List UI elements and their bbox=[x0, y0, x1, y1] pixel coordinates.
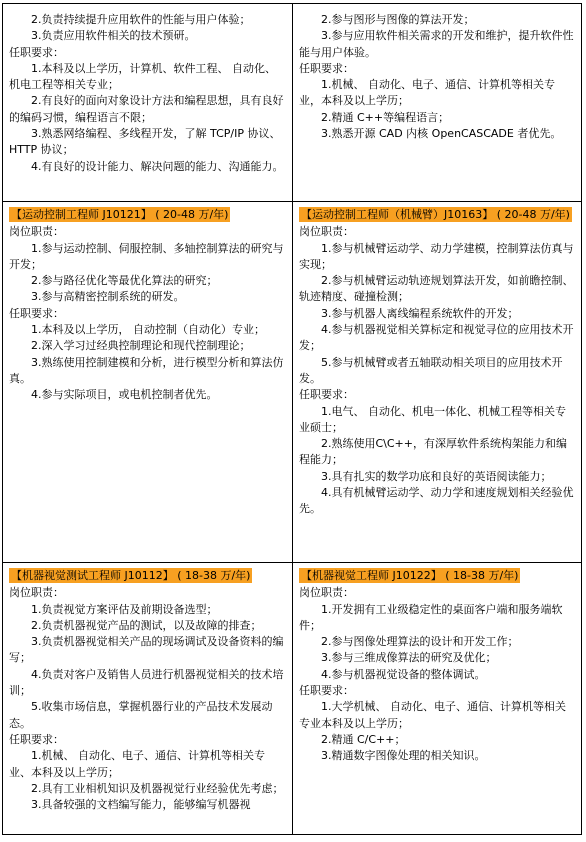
section-heading: 任职要求： bbox=[299, 388, 354, 402]
list-item: 5.收集市场信息，掌握机器行业的产品技术发展动态。 bbox=[9, 700, 273, 730]
section-heading: 岗位职责： bbox=[299, 225, 354, 239]
list-item: 3.具备较强的文档编写能力，能够编写机器视 bbox=[31, 798, 251, 812]
list-item: 4.具有机械臂运动学、动力学和速度规划相关经验优先。 bbox=[299, 486, 574, 516]
section-heading: 岗位职责： bbox=[299, 586, 354, 600]
list-item: 4.参与机器视觉设备的整体调试。 bbox=[321, 667, 486, 681]
list-item: 4.参与机器视觉相关算标定和视觉寻位的应用技术开发； bbox=[299, 323, 574, 353]
list-item: 2.熟练使用C\C++，有深厚软件系统构架能力和编程能力； bbox=[299, 437, 567, 467]
job-title-highlight: 【运动控制工程师（机械臂）J10163】 ( 20-48 万/年) bbox=[301, 208, 570, 221]
list-item: 2.深入学习过经典控制理论和现代控制理论； bbox=[31, 339, 251, 353]
job-title bbox=[299, 207, 576, 223]
cell-bottom-right bbox=[293, 564, 582, 834]
job-title bbox=[299, 568, 576, 584]
list-item: 4.负责对客户及销售人员进行机器视觉相关的技术培训； bbox=[9, 667, 284, 698]
list-item: 3.参与高精密控制系统的研发。 bbox=[31, 290, 185, 304]
list-item: 4.有良好的设计能力、解决问题的能力、沟通能力。 bbox=[31, 159, 284, 173]
list-item: 2.精通 C/C++； bbox=[321, 732, 406, 746]
job-title bbox=[9, 207, 286, 223]
list-item: 2.参与机械臂运动轨迹规划算法开发，如前瞻控制、轨迹精度、碰撞检测； bbox=[299, 274, 574, 304]
list-item: 1.参与机械臂运动学、动力学建模，控制算法仿真与实现； bbox=[299, 241, 574, 271]
list-item: 3.精通数字图像处理的相关知识。 bbox=[321, 749, 486, 763]
job-title-highlight: 【机器视觉测试工程师 J10112】 ( 18-38 万/年) bbox=[11, 569, 251, 582]
cell-bottom-left bbox=[3, 564, 292, 834]
list-item: 3.具有扎实的数学功底和良好的英语阅读能力； bbox=[321, 469, 552, 483]
list-item: 2.负责机器视觉产品的测试，以及故障的排查； bbox=[31, 618, 262, 632]
list-item: 1.本科及以上学历， 自动控制（自动化）专业； bbox=[31, 323, 265, 337]
job-title-highlight: 【运动控制工程师 J10121】 ( 20-48 万/年) bbox=[11, 208, 229, 221]
list-item: 3.熟练使用控制建模和分析，进行模型分析和算法仿真。 bbox=[9, 355, 284, 385]
job-title-highlight: 【机器视觉工程师 J10122】 ( 18-38 万/年) bbox=[301, 569, 519, 582]
cell-top-left bbox=[3, 12, 292, 201]
list-item: 1.电气、 自动化、机电一体化、机械工程等相关专业硕士； bbox=[299, 404, 566, 434]
list-item: 3.参与应用软件相关需求的开发和维护，提升软件性能与用户体验。 bbox=[299, 29, 574, 59]
list-item: 5.参与机械臂或者五轴联动相关项目的应用技术开发。 bbox=[299, 355, 563, 385]
section-heading: 任职要求： bbox=[9, 45, 64, 59]
list-item: 3.负责应用软件相关的技术预研。 bbox=[31, 29, 196, 43]
list-item: 2.具有工业相机知识及机器视觉行业经验优先考虑； bbox=[31, 781, 284, 795]
section-heading: 任职要求： bbox=[299, 684, 354, 698]
list-item: 2.负责持续提升应用软件的性能与用户体验； bbox=[31, 13, 251, 26]
list-item: 1.机械、 自动化、电子、通信、计算机等相关专业，本科及以上学历； bbox=[299, 78, 555, 108]
list-item: 2.参与图像处理算法的设计和开发工作； bbox=[321, 635, 519, 649]
list-item: 2.参与图形与图像的算法开发； bbox=[321, 13, 475, 26]
list-item: 1.开发拥有工业级稳定性的桌面客户端和服务端软件； bbox=[299, 602, 563, 632]
list-item: 1.负责视觉方案评估及前期设备选型； bbox=[31, 602, 218, 616]
section-heading: 任职要求： bbox=[9, 306, 64, 320]
list-item: 1.参与运动控制、伺服控制、多轴控制算法的研究与开发； bbox=[9, 241, 284, 271]
section-heading: 岗位职责： bbox=[9, 225, 64, 239]
list-item: 3.参与三维成像算法的研究及优化； bbox=[321, 651, 497, 665]
list-item: 1.机械、 自动化、电子、通信、计算机等相关专业、本科及以上学历； bbox=[9, 749, 265, 779]
cell-mid-left bbox=[3, 203, 292, 561]
row-divider-2 bbox=[2, 562, 582, 563]
list-item: 3.熟悉网络编程、多线程开发，了解 TCP/IP 协议、HTTP 协议； bbox=[9, 127, 281, 157]
section-heading: 岗位职责： bbox=[9, 586, 64, 600]
list-item: 2.有良好的面向对象设计方法和编程思想，具有良好的编码习惯，编程语言不限； bbox=[9, 94, 284, 124]
list-item: 4.参与实际项目，或电机控制者优先。 bbox=[31, 388, 218, 402]
list-item: 3.参与机器人离线编程系统软件的开发； bbox=[321, 306, 519, 320]
list-item: 1.本科及以上学历，计算机、软件工程、 自动化、机电工程等相关专业； bbox=[9, 61, 276, 92]
row-divider-1 bbox=[2, 201, 582, 202]
section-heading: 任职要求： bbox=[9, 732, 64, 746]
job-title bbox=[9, 568, 286, 584]
list-item: 3.负责机器视觉相关产品的现场调试及设备资料的编写； bbox=[9, 635, 284, 665]
cell-top-right bbox=[293, 12, 582, 201]
cell-mid-right bbox=[293, 203, 582, 561]
section-heading: 任职要求： bbox=[299, 61, 354, 75]
list-item: 3.熟悉开源 CAD 内核 OpenCASCADE 者优先。 bbox=[321, 127, 562, 141]
list-item: 2.参与路径优化等最优化算法的研究； bbox=[31, 274, 218, 288]
list-item: 1.大学机械、 自动化、电子、通信、计算机等相关专业本科及以上学历； bbox=[299, 700, 566, 730]
list-item: 2.精通 C++等编程语言； bbox=[321, 110, 450, 124]
